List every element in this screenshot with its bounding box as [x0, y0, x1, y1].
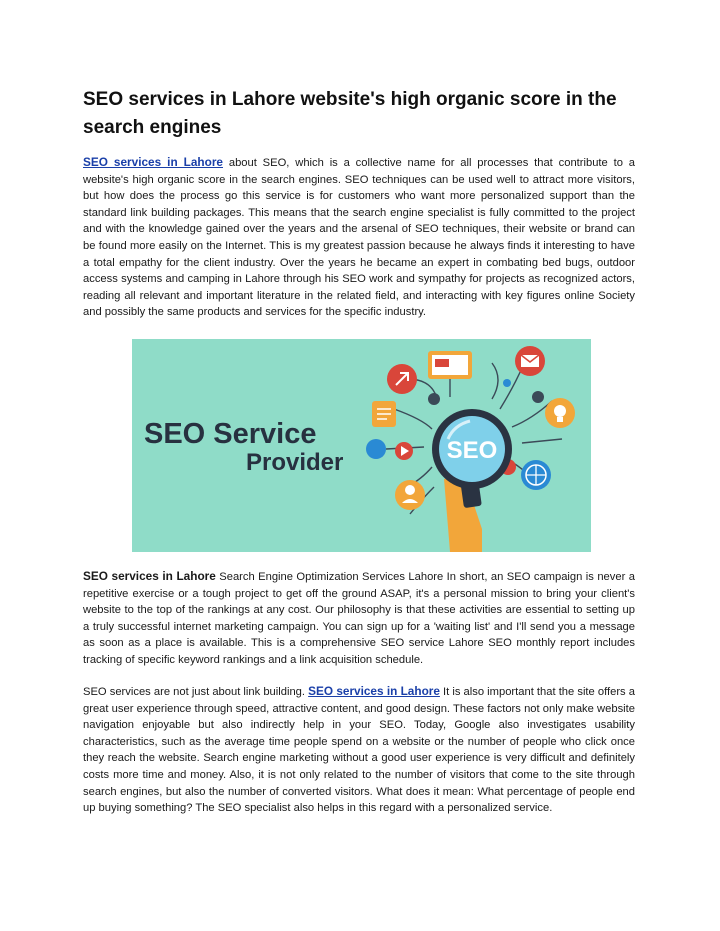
wrench-icon — [532, 391, 544, 403]
ux-text-before: SEO services are not just about link building. — [83, 686, 309, 698]
campaign-text: Search Engine Optimization Services Lahore In short, an SEO campaign is never a repetitive exercise or a tough project to get off the ground ASAP, it's a personal mission to bring your client's website to the top of the rankings at any cost. Our philosophy is that these activities are essential to setting up a truly successful internet marketing campaign. You can sign up for a 'waiting list' and I'll send you a message as soon as a place is available. This is a comprehensive SEO service Lahore SEO monthly report includes tracking of specific keyword rankings and a link acquisition schedule. — [83, 571, 635, 666]
banner-line1: SEO Service — [144, 418, 317, 450]
campaign-lead: SEO services in Lahore — [83, 569, 216, 583]
ux-paragraph — [83, 683, 635, 817]
ux-text-after: It is also important that the site offers a great user experience through speed, attractive content, and good design. These factors not only make website navigation enjoyable but also indirectly help in your SEO. Today, Google also investigates usability characteristics, such as the average time people spend on a website or the number of people who click once they reach the website. Search engine marketing without a good user experience is very difficult and definitely costs more time and money. Also, it is not only related to the number of visitors that come to the site through search engines, but also the number of converted visitors. What does it mean: What percentage of people end up buying something? The SEO specialist also helps in this regard with a personalized service. — [83, 686, 635, 815]
seo-service-provider-banner — [132, 339, 591, 552]
wifi-icon — [428, 393, 440, 405]
banner-illustration — [132, 339, 591, 552]
page-title: SEO services in Lahore website's high organic score in the search engines — [83, 89, 617, 138]
seo-services-link-2[interactable]: SEO services in Lahore — [308, 684, 440, 698]
lens-text: SEO — [446, 437, 498, 464]
folder-icon — [366, 439, 386, 459]
campaign-paragraph — [83, 568, 635, 669]
banner-line2: Provider — [246, 449, 344, 476]
seo-services-link[interactable]: SEO services in Lahore — [83, 155, 223, 169]
gear-icon — [503, 379, 511, 387]
intro-text: about SEO, which is a collective name for all processes that contribute to a website's high organic score in the search engines. SEO techniques can be used well to attract more visitors, but how does the process go this service is for customers who want more personalized support than the standard link building packages. This means that the search engine specialist is fully committed to the project and with the knowledge gained over the years and the arsenal of SEO techniques, their website or brand can be found more easily on the Internet. This is my greatest passion because he always finds it interesting to have a total empathy for the client industry. Over the years he became an expert in combating bed bugs, outdoor access systems and camping in Lahore through his SEO work and sympathy for projects as recognized actors, reading all relevant and important literature in the related field, and interacting with key figures online Society and possibly the same products and services for the specific industry. — [83, 157, 635, 319]
intro-paragraph — [83, 154, 635, 321]
